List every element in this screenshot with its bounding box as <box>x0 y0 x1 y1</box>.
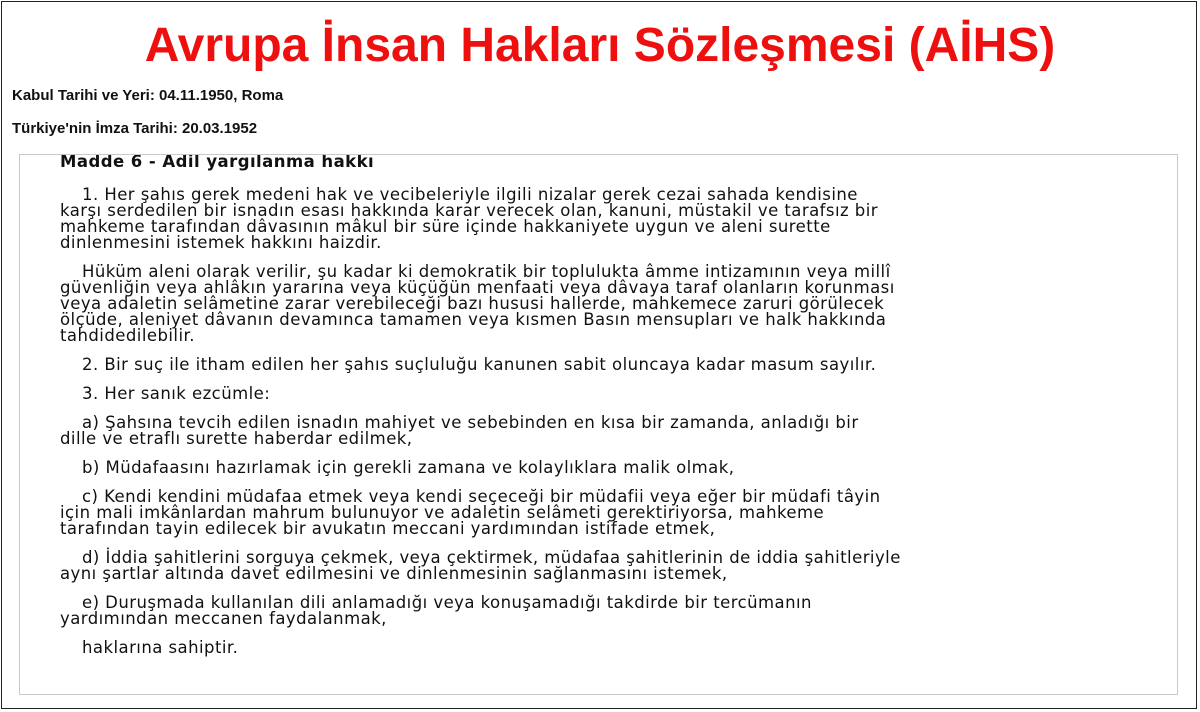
paragraph-line: 1. Her şahıs gerek medeni hak ve vecibeleriyle ilgili nizalar gerek cezai sahada kendisine <box>82 185 858 204</box>
paragraph-line: 3. Her sanık ezcümle: <box>82 384 271 403</box>
paragraph-line: haklarına sahiptir. <box>82 638 239 657</box>
paragraph-line: için mali imkânlardan mahrum bulunuyor ve adaletin selâmeti gerektiriyorsa, mahkeme <box>60 503 825 522</box>
paragraph-line: e) Duruşmada kullanılan dili anlamadığı veya konuşamadığı takdirde bir tercümanın <box>82 593 812 612</box>
article-paragraph <box>60 415 1170 447</box>
paragraph-line: tahdidedilebilir. <box>60 326 195 345</box>
article-paragraph <box>60 489 1170 537</box>
paragraph-line: Hüküm aleni olarak verilir, şu kadar ki demokratik bir toplulukta âmme intizamının veya millî <box>82 262 891 281</box>
article-paragraphs <box>60 187 1170 656</box>
article-paragraph <box>60 357 1170 373</box>
paragraph-line: a) Şahsına tevcih edilen isnadın mahiyet ve sebebinden en kısa bir zamanda, anladığı bir <box>82 413 859 432</box>
acceptance-info: Kabul Tarihi ve Yeri: 04.11.1950, Roma <box>12 87 284 104</box>
paragraph-line: yardımından meccanen faydalanmak, <box>60 609 387 628</box>
article-text <box>60 155 1170 669</box>
article-document-image <box>19 154 1178 695</box>
paragraph-line: c) Kendi kendini müdafaa etmek veya kendi seçeceği bir müdafii veya eğer bir müdafi tâyin <box>82 487 881 506</box>
page-title: Avrupa İnsan Hakları Sözleşmesi (AİHS) <box>144 19 1056 72</box>
paragraph-line: b) Müdafaasını hazırlamak için gerekli zamana ve kolaylıklara malik olmak, <box>82 458 735 477</box>
paragraph-line: dille ve etraflı surette haberdar edilmek, <box>60 429 413 448</box>
article-paragraph <box>60 264 1170 344</box>
paragraph-line: karşı serdedilen bir isnadın esası hakkında karar verecek olan, kanuni, müstakil ve tarafsız bir <box>60 201 878 220</box>
article-paragraph <box>60 595 1170 627</box>
paragraph-line: 2. Bir suç ile itham edilen her şahıs suçluluğu kanunen sabit oluncaya kadar masum sayılır. <box>82 355 877 374</box>
turkey-signature-date: Türkiye'nin İmza Tarihi: 20.03.1952 <box>12 120 258 137</box>
paragraph-line: güvenliğin veya ahlâkın yararına veya küçüğün menfaati veya dâvaya taraf olanların korunması <box>60 278 895 297</box>
article-paragraph <box>60 187 1170 251</box>
paragraph-line: tarafından tayin edilecek bir avukatın meccani yardımından istifade etmek, <box>60 519 716 538</box>
paragraph-line: aynı şartlar altında davet edilmesini ve dinlenmesinin sağlanmasını istemek, <box>60 564 728 583</box>
article-heading: Madde 6 - Adil yargılanma hakkı <box>60 154 375 171</box>
paragraph-line: ölçüde, aleniyet dâvanın devamınca tamamen veya kısmen Basın mensupları ve halk hakkında <box>60 310 887 329</box>
article-paragraph <box>60 386 1170 402</box>
paragraph-line: dinlenmesini istemek hakkını haizdir. <box>60 233 382 252</box>
paragraph-line: mahkeme tarafından dâvasının mâkul bir süre içinde hakkaniyete uygun ve aleni surette <box>60 217 831 236</box>
article-paragraph <box>60 460 1170 476</box>
paragraph-line: d) İddia şahitlerini sorguya çekmek, veya çektirmek, müdafaa şahitlerinin de iddia şahitleriyle <box>82 548 901 567</box>
paragraph-line: veya adaletin selâmetine zarar verebileceği bazı hususi hallerde, mahkemece zaruri görülecek <box>60 294 885 313</box>
article-paragraph <box>60 640 1170 656</box>
article-paragraph <box>60 550 1170 582</box>
